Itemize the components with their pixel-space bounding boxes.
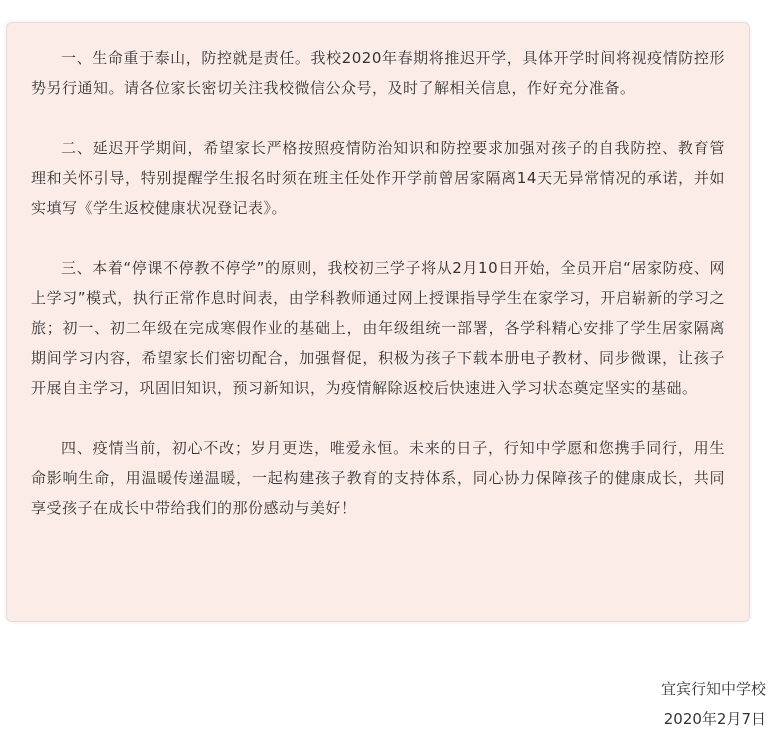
- signature-block: [661, 674, 766, 734]
- notice-paragraph-1: 一、生命重于泰山，防控就是责任。我校2020年春期将推迟开学，具体开学时间将视疫情防控形势另行通知。请各位家长密切关注我校微信公众号，及时了解相关信息，作好充分准备。: [31, 49, 725, 97]
- notice-paragraph-2: 二、延迟开学期间，希望家长严格按照疫情防治知识和防控要求加强对孩子的自我防控、教育管理和关怀引导，特别提醒学生报名时须在班主任处作开学前曾居家隔离14天无异常情况的承诺，并如实填写《学生返校健康状况登记表》。: [31, 139, 725, 217]
- signature-school: 宜宾行知中学校: [660, 680, 766, 698]
- notice-box: [6, 22, 750, 622]
- notice-paragraph-3: 三、本着“停课不停教不停学”的原则，我校初三学子将从2月10日开始，全员开启“居家防疫、网上学习”模式，执行正常作息时间表，由学科教师通过网上授课指导学生在家学习，开启崭新的学习之旅；初一、初二年级在完成寒假作业的基础上，由年级组统一部署，各学科精心安排了学生居家隔离期间学习内容，希望家长们密切配合，加强督促，积极为孩子下载本册电子教材、同步微课，让孩子开展自主学习，巩固旧知识，预习新知识，为疫情解除返校后快速进入学习状态奠定坚实的基础。: [31, 259, 725, 397]
- signature-date: 2020年2月7日: [663, 710, 766, 728]
- notice-paragraph-4: 四、疫情当前，初心不改；岁月更迭，唯爱永恒。未来的日子，行知中学愿和您携手同行，用生命影响生命，用温暖传递温暖，一起构建孩子教育的支持体系，同心协力保障孩子的健康成长，共同享受孩子在成长中带给我们的那份感动与美好！: [31, 439, 725, 517]
